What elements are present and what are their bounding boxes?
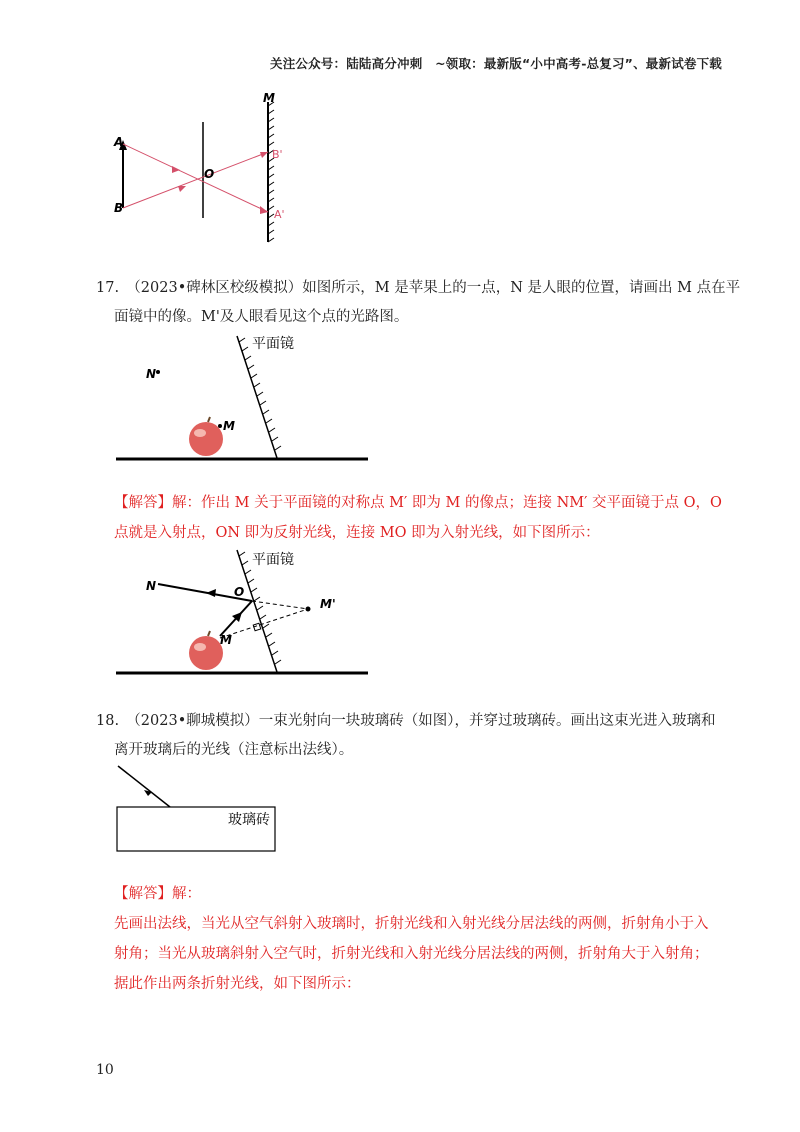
answer-tag-18: 【解答】 bbox=[114, 886, 172, 902]
label-M: M bbox=[263, 91, 275, 105]
q17-text-line2: 面镜中的像。M'及人眼看见这个点的光路图。 bbox=[114, 309, 409, 325]
label-A: A bbox=[114, 135, 124, 149]
label-M-apple: M bbox=[223, 419, 235, 433]
q18-answer-line1: 先画出法线，当光从空气斜射入玻璃时，折射光线和入射光线分居法线的两侧，折射角小于入 bbox=[114, 916, 709, 932]
q17-answer-line2: 点就是入射点，ON 即为反射光线，连接 MO 即为入射光线，如下图所示： bbox=[114, 525, 600, 541]
glass-label: 玻璃砖 bbox=[228, 812, 270, 828]
mirror-label: 平面镜 bbox=[252, 336, 294, 352]
ans-mirror-label: 平面镜 bbox=[252, 552, 294, 568]
ans-label-N: N bbox=[146, 579, 157, 593]
ans-label-M: M bbox=[220, 633, 232, 647]
figure-q18-glass-brick bbox=[110, 760, 285, 856]
ans-label-M-prime: M' bbox=[320, 597, 336, 611]
q18-text-line1: 18. （2023•聊城模拟）一束光射向一块玻璃砖（如图），并穿过玻璃砖。画出这束光进入玻璃和 bbox=[96, 713, 716, 729]
q18-answer-line2: 射角；当光从玻璃斜射入空气时，折射光线和入射光线分居法线的两侧，折射角大于入射角； bbox=[114, 946, 709, 962]
label-A-prime: A' bbox=[274, 208, 285, 221]
q17-answer-line1: 【解答】解：作出 M 关于平面镜的对称点 M′ 即为 M 的像点；连接 NM′ 交平面镜于点 O，O bbox=[114, 495, 722, 511]
answer-tag: 【解答】 bbox=[114, 495, 172, 511]
label-O: O bbox=[204, 167, 215, 181]
figure-q17-answer bbox=[112, 546, 382, 681]
page-number: 10 bbox=[96, 1062, 114, 1078]
figure-q16-mirror-diagram bbox=[108, 90, 308, 250]
label-B: B bbox=[114, 201, 124, 215]
page-header: 关注公众号：陆陆高分冲刺 ~领取：最新版“小中高考-总复习”、最新试卷下载 bbox=[270, 56, 722, 71]
q18-answer-line3: 据此作出两条折射光线，如下图所示： bbox=[114, 976, 361, 992]
label-N: N bbox=[146, 367, 157, 381]
ans-label-O: O bbox=[234, 585, 245, 599]
label-B-prime: B' bbox=[272, 148, 283, 161]
q18-text-line2: 离开玻璃后的光线（注意标出法线）。 bbox=[114, 742, 354, 758]
q17-text-line1: 17. （2023•碑林区校级模拟）如图所示，M 是苹果上的一点，N 是人眼的位置，请画出 M 点在平 bbox=[96, 280, 741, 296]
figure-q17-apple-mirror bbox=[112, 332, 382, 467]
q18-answer-head: 【解答】解： bbox=[114, 886, 201, 902]
